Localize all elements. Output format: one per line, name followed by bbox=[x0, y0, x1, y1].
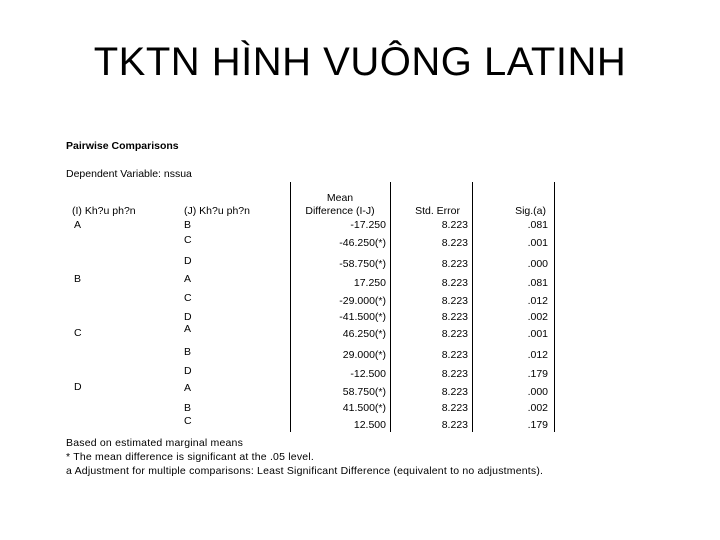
cell-diff: -29.000(*) bbox=[339, 295, 386, 307]
footnote-significance: * The mean difference is significant at the .05 level. bbox=[66, 451, 314, 463]
comparisons-table bbox=[66, 182, 558, 432]
cell-se: 8.223 bbox=[441, 311, 468, 323]
cell-se: 8.223 bbox=[441, 402, 468, 414]
cell-sig: .081 bbox=[527, 277, 548, 289]
cell-sig: .179 bbox=[527, 368, 548, 380]
cell-diff: -12.500 bbox=[350, 368, 386, 380]
cell-sig: .002 bbox=[527, 311, 548, 323]
cell-se: 8.223 bbox=[441, 237, 468, 249]
cell-se: 8.223 bbox=[441, 219, 468, 231]
header-std-error: Std. Error bbox=[415, 205, 460, 217]
cell-sig: .000 bbox=[527, 386, 548, 398]
header-j: (J) Kh?u ph?n bbox=[184, 205, 250, 217]
cell-sig: .001 bbox=[527, 237, 548, 249]
cell-j: A bbox=[184, 323, 192, 335]
cell-j: A bbox=[184, 382, 192, 394]
table-caption: Pairwise Comparisons bbox=[66, 140, 179, 152]
cell-j: C bbox=[184, 292, 192, 304]
cell-se: 8.223 bbox=[441, 368, 468, 380]
cell-diff: 29.000(*) bbox=[342, 349, 386, 361]
cell-sig: .001 bbox=[527, 328, 548, 340]
cell-diff: 17.250 bbox=[353, 277, 386, 289]
cell-se: 8.223 bbox=[441, 295, 468, 307]
cell-sig: .012 bbox=[527, 349, 548, 361]
group-label-d: D bbox=[74, 381, 82, 393]
header-mean-line1: Mean bbox=[326, 192, 354, 204]
group-label-c: C bbox=[74, 327, 82, 339]
slide-title: TKTN HÌNH VUÔNG LATINH bbox=[93, 40, 627, 84]
cell-diff: 58.750(*) bbox=[342, 386, 386, 398]
cell-diff: -46.250(*) bbox=[339, 237, 386, 249]
cell-sig: .002 bbox=[527, 402, 548, 414]
cell-j: C bbox=[184, 234, 192, 246]
cell-j: A bbox=[184, 273, 192, 285]
cell-diff: 12.500 bbox=[353, 419, 386, 431]
cell-sig: .179 bbox=[527, 419, 548, 431]
dependent-variable-label: Dependent Variable: nssua bbox=[66, 168, 192, 180]
cell-j: D bbox=[184, 365, 192, 377]
cell-se: 8.223 bbox=[441, 328, 468, 340]
cell-diff: 46.250(*) bbox=[342, 328, 386, 340]
cell-diff: -17.250 bbox=[350, 219, 386, 231]
footnote-adjustment: a Adjustment for multiple comparisons: Least Significant Difference (equivalent to no adjustments). bbox=[66, 465, 544, 477]
cell-se: 8.223 bbox=[441, 277, 468, 289]
cell-diff: 41.500(*) bbox=[342, 402, 386, 414]
cell-sig: .012 bbox=[527, 295, 548, 307]
cell-j: D bbox=[184, 311, 192, 323]
cell-j: B bbox=[184, 402, 192, 414]
cell-sig: .000 bbox=[527, 258, 548, 270]
cell-se: 8.223 bbox=[441, 258, 468, 270]
cell-sig: .081 bbox=[527, 219, 548, 231]
cell-diff: -58.750(*) bbox=[339, 258, 386, 270]
grid-line bbox=[554, 182, 555, 432]
cell-j: D bbox=[184, 255, 192, 267]
cell-j: C bbox=[184, 415, 192, 427]
header-mean-line2: Difference (I-J) bbox=[305, 205, 375, 217]
cell-j: B bbox=[184, 346, 192, 358]
cell-diff: -41.500(*) bbox=[339, 311, 386, 323]
footnote-marginal-means: Based on estimated marginal means bbox=[66, 437, 244, 449]
header-i: (I) Kh?u ph?n bbox=[72, 205, 136, 217]
header-sig: Sig.(a) bbox=[515, 205, 546, 217]
group-label-b: B bbox=[74, 273, 82, 285]
group-label-a: A bbox=[74, 219, 82, 231]
cell-se: 8.223 bbox=[441, 386, 468, 398]
cell-se: 8.223 bbox=[441, 349, 468, 361]
cell-j: B bbox=[184, 219, 192, 231]
cell-se: 8.223 bbox=[441, 419, 468, 431]
